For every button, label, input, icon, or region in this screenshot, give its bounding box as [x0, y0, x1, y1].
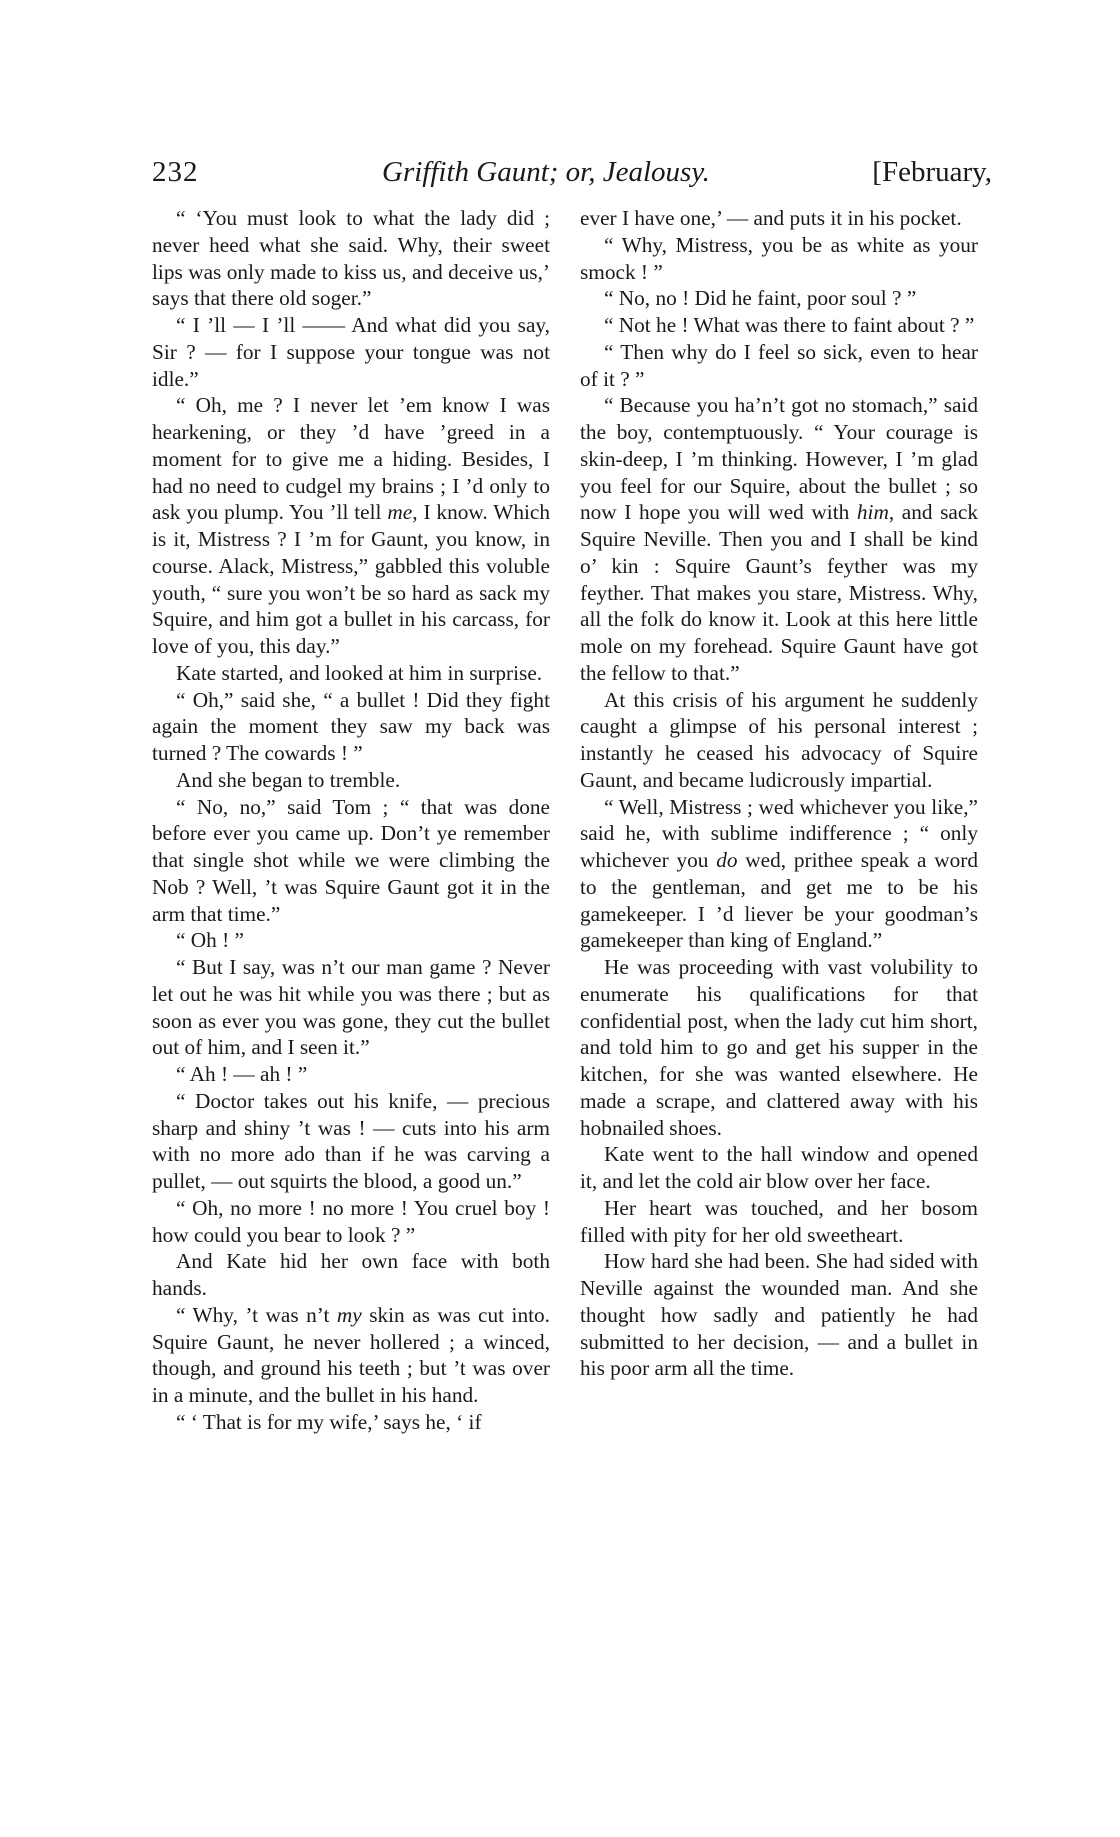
- paragraph: “ Not he ! What was there to faint about ? ”: [604, 313, 975, 337]
- paragraph: Kate started, and looked at him in surprise.: [176, 660, 543, 685]
- paragraph: “ ‘ That is for my wife,’ says he, ‘ if: [176, 1409, 482, 1434]
- paragraph: At this crisis of his argument he suddenly caught a glimpse of his personal interest ; instantly he ceased his advocacy of Squire Gaunt, and became ludicrously impartial.: [580, 687, 978, 792]
- paragraph: Kate went to the hall window and opened it, and let the cold air blow over her face.: [580, 1142, 978, 1193]
- paragraph: How hard she had been. She had sided with Neville against the wounded man. And she thought how sadly and patiently he had submitted to her decision, — and a bullet in his poor arm all the time.: [580, 1249, 978, 1381]
- paragraph: “ Because you ha’n’t got no stomach,” said the boy, contemptuously. “ Your courage is skin-deep, I ’m thinking. However, I ’m glad you feel for our Squire, about the bullet ; so now I hope you will wed with him, and sack Squire Neville. Then you and I shall be kind o’ kin : Squire Gaunt’s feyther was my feyther. That makes you stare, Mistress. Why, all the folk do know it. Look at this here little mole on my forehead. Squire Gaunt have got the fellow to that.”: [580, 393, 978, 685]
- paragraph: “ No, no ! Did he faint, poor soul ? ”: [604, 286, 917, 311]
- right-column: [580, 205, 978, 1382]
- paragraph: And she began to tremble.: [176, 767, 401, 792]
- paragraph: “ Oh ! ”: [176, 928, 244, 953]
- running-title: Griffith Gaunt; or, Jealousy.: [382, 156, 710, 188]
- left-column: [152, 205, 550, 1436]
- paragraph: Her heart was touched, and her bosom filled with pity for her old sweetheart.: [580, 1195, 978, 1247]
- paragraph: He was proceeding with vast volubility to enumerate his qualifications for that confidential post, when the lady cut him short, and told him to go and get his supper in the kitchen, for she was wanted elsewhere. He made a scrape, and clattered away with his hobnailed shoes.: [580, 955, 978, 1140]
- paragraph: And Kate hid her own face with both hands.: [152, 1249, 550, 1300]
- italic-word: my: [336, 1302, 362, 1327]
- italic-word: do: [716, 848, 738, 872]
- paragraph: “ Why, Mistress, you be as white as your smock ! ”: [580, 232, 978, 284]
- paragraph: “ Doctor takes out his knife, — precious sharp and shiny ’t was ! — cuts into his arm with no more ado than if he was carving a pullet, — out squirts the blood, a good un.”: [152, 1088, 550, 1193]
- paragraph: “ Oh,” said she, “ a bullet ! Did they fight again the moment they saw my back was turned ? The cowards ! ”: [152, 687, 550, 765]
- paragraph: “ But I say, was n’t our man game ? Never let out he was hit while you was there ; but as soon as ever you was gone, they cut the bullet out of him, and I seen it.”: [152, 955, 550, 1060]
- running-header: [152, 150, 992, 194]
- paragraph: “ ‘You must look to what the lady did ; never heed what she said. Why, their sweet lips was only made to kiss us, and deceive us,’ says that there old soger.”: [152, 206, 550, 311]
- paragraph: “ Then why do I feel so sick, even to hear of it ? ”: [580, 339, 978, 391]
- paragraph: “ Why, ’t was n’t my skin as was cut into. Squire Gaunt, he never hollered ; a winced, though, and ground his teeth ; but ’t was over in a minute, and the bullet in his hand.: [152, 1302, 550, 1407]
- running-month: [February,: [872, 156, 992, 188]
- paragraph: “ I ’ll — I ’ll —— And what did you say, Sir ? — for I suppose your tongue was not idle.”: [152, 313, 550, 391]
- paragraph: “ Oh, no more ! no more ! You cruel boy ! how could you bear to look ? ”: [152, 1195, 550, 1247]
- italic-word: him: [856, 500, 889, 525]
- page-number: 232: [152, 156, 199, 188]
- paragraph: “ Oh, me ? I never let ’em know I was hearkening, or they ’d have ’greed in a moment for to give me a hiding. Besides, I had no need to cudgel my brains ; I ’d only to ask you plump. You ’ll tell me, I know. Which is it, Mistress ? I ’m for Gaunt, you know, in course. Alack, Mistress,” gabbled this voluble youth, “ sure you won’t be so hard as sack my Squire, and him got a bullet in his carcass, for love of you, this day.”: [152, 393, 550, 658]
- paragraph-continued: ever I have one,’ — and puts it in his pocket.: [580, 206, 962, 230]
- paragraph: “ Ah ! — ah ! ”: [176, 1062, 308, 1086]
- paragraph: “ No, no,” said Tom ; “ that was done before ever you came up. Don’t ye remember that single shot while we were climbing the Nob ? Well, ’t was Squire Gaunt got it in the arm that time.”: [152, 794, 550, 926]
- paragraph: “ Well, Mistress ; wed whichever you like,” said he, with sublime indifference ; “ only whichever you do wed, prithee speak a word to the gentleman, and get me to be his gamekeeper. I ’d liever be your goodman’s gamekeeper than king of England.”: [580, 794, 978, 953]
- italic-word: me: [387, 500, 413, 525]
